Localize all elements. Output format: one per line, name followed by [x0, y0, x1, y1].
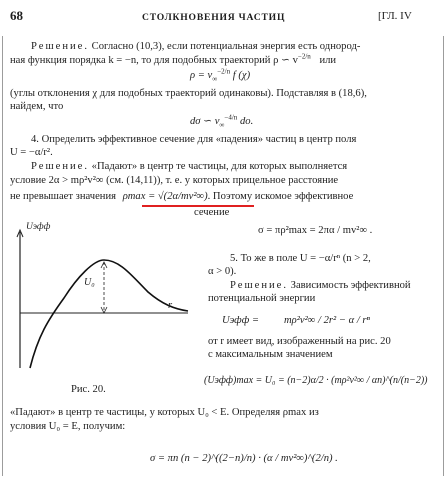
solution-3-line-2 [10, 54, 336, 67]
final-line-2: условия U₀ = E, получим: [10, 421, 126, 432]
subscript: ∞ [212, 75, 218, 84]
solution-5-line-3: от r имеет вид, изображенный на рис. 20 [208, 336, 391, 347]
formula-sigma-final: σ = πn (n − 2)^((2−n)/n) · (α / mv²∞)^(2/n) . [150, 453, 338, 464]
final-line-1: «Падают» в центр те частицы, у которых U₀ < E. Определяя ρmax из [10, 407, 319, 418]
formula-part: f (χ) [232, 70, 251, 81]
exponent: −2/n [217, 67, 231, 76]
formula-dsigma [190, 115, 253, 128]
solution-heading: Решение. [31, 161, 90, 172]
page-edge-left [2, 36, 3, 476]
formula-ueff-lhs: Uэфф = [222, 315, 260, 326]
page-edge-right [443, 36, 444, 476]
rho-max-formula: ρmax = √(2α/mv²∞) [122, 191, 208, 202]
solution-4-line-3 [10, 190, 353, 203]
text-line: ная функция порядка k = −n, то для подобных траекторий ρ ∽ v [10, 55, 298, 66]
solution-4-line-1 [31, 160, 347, 173]
solution-5-line-2: потенциальной энергии [208, 293, 316, 304]
text-line: или [319, 55, 337, 66]
paragraph-2-line-2: найдем, что [10, 101, 64, 112]
figure-caption: Рис. 20. [71, 384, 106, 395]
text-line: Согласно (10,3), если потенциальная энергия есть однород- [91, 41, 361, 52]
formula-part: do. [239, 116, 254, 127]
effective-potential-curve [30, 260, 188, 368]
chapter-ref: [ГЛ. IV [378, 10, 412, 22]
exponent: −2/n [297, 52, 311, 61]
formula-rho-scaling [190, 69, 250, 82]
problem-4-line-2: U = −α/r². [10, 147, 53, 158]
formula-u0-max: (Uэфф)max = U₀ = (n−2)α/2 · (mρ²v²∞ / αn)^(n/(n−2)) [204, 375, 428, 386]
text-line: . Поэтому искомое эффективное [207, 191, 354, 202]
problem-5-line-2: α > 0). [208, 266, 237, 277]
y-axis-label: Uэфф [26, 222, 51, 232]
problem-4-line-1: 4. Определить эффективное сечение для «падения» частиц в центр поля [31, 134, 357, 145]
formula-ueff-rhs: mρ²v²∞ / 2r² − α / rⁿ [284, 315, 370, 326]
formula-part: dσ ∽ v [190, 116, 220, 127]
text-line: не превышает значения [10, 191, 117, 202]
text-line: Зависимость эффективной [290, 280, 411, 291]
running-title: СТОЛКНОВЕНИЯ ЧАСТИЦ [142, 12, 286, 23]
solution-heading: Решение. [31, 41, 90, 52]
page-number: 68 [10, 8, 23, 23]
x-axis-label: r [168, 300, 173, 311]
problem-5-line-1: 5. То же в поле U = −α/rⁿ (n > 2, [230, 253, 371, 264]
solution-5-line-4: с максимальным значением [208, 349, 333, 360]
subscript: ∞ [219, 121, 225, 130]
solution-4-line-4: сечение [194, 207, 230, 218]
solution-4-line-2: условие 2α > mρ²v²∞ (см. (14,11)), т. е. у которых прицельное расстояние [10, 175, 339, 186]
paragraph-2-line-1: (углы отклонения χ для подобных траекторий одинаковы). Подставляя в (18,6), [10, 88, 367, 99]
exponent: −4/n [224, 113, 238, 122]
peak-label: U₀ [84, 277, 95, 288]
formula-sigma-fall: σ = πρ²max = 2πα / mv²∞ . [258, 225, 373, 236]
solution-3-line-1 [31, 40, 360, 53]
formula-part: ρ = v [190, 70, 213, 81]
solution-heading: Решение. [230, 280, 289, 291]
solution-5-heading [230, 279, 411, 292]
text-line: «Падают» в центр те частицы, для которых выполняется [91, 161, 348, 172]
